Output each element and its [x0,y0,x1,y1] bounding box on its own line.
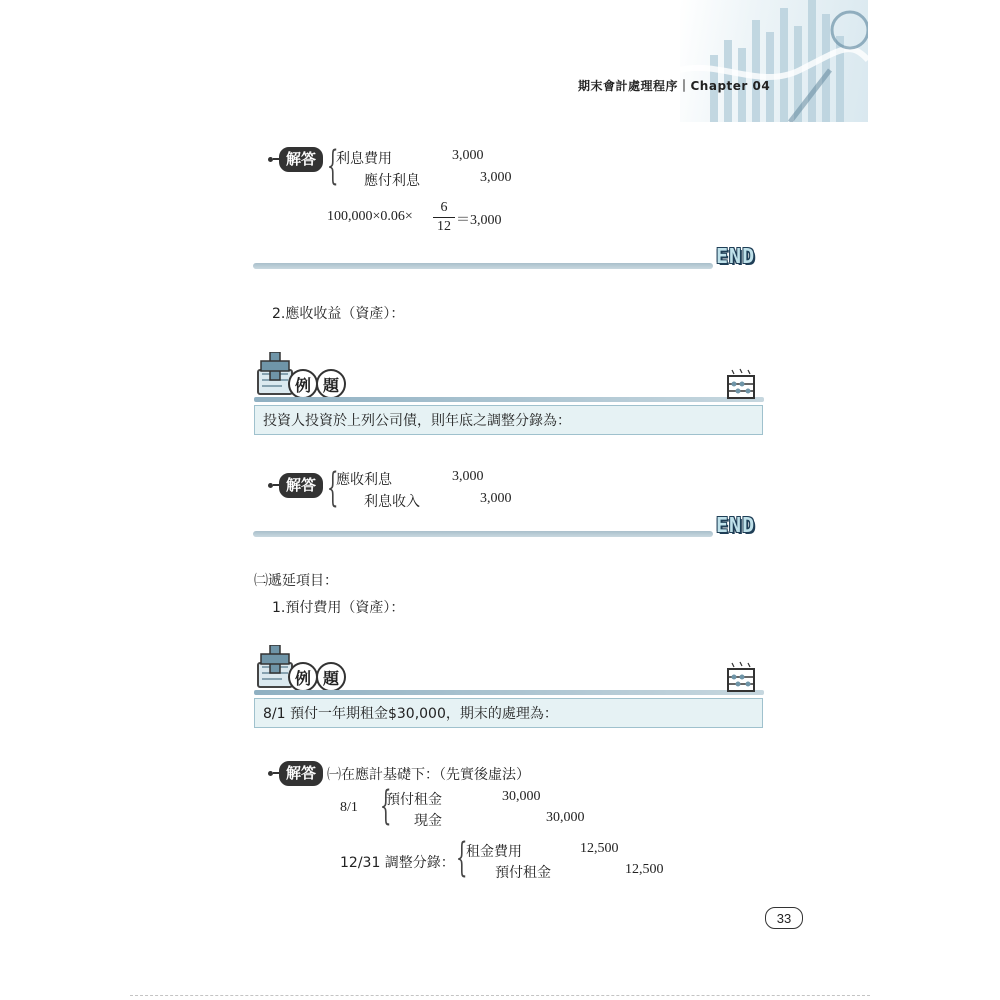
end-bar [253,263,713,269]
formula-left: 100,000×0.06× [327,209,413,224]
answer-badge: 解答 [268,474,323,496]
fraction-numerator: 6 [440,200,448,215]
example-rule [254,397,764,402]
end-label: END [716,244,756,268]
abacus-icon [724,661,760,695]
entry-label: 12/31 調整分錄： [340,855,455,871]
debit-account: 租金費用 [466,844,522,860]
credit-account: 現金 [414,813,442,829]
credit-account: 應付利息 [364,173,420,189]
debit-account: 利息費用 [336,151,392,167]
header-decoration [680,0,868,122]
example-question: 投資人投資於上列公司債，則年底之調整分錄為： [254,405,763,435]
footer-divider [130,995,870,996]
debit-account: 應收利息 [336,472,392,488]
end-bar [253,531,713,537]
brace: { [327,143,339,189]
debit-amount: 12,500 [580,841,619,856]
page-number: 33 [765,907,803,929]
answer-badge: 解答 [268,762,323,784]
example-title: 例 題 [288,369,344,399]
answer-badge: 解答 [268,148,323,170]
credit-amount: 30,000 [546,810,585,825]
fraction-denominator: 12 [437,219,451,234]
formula-right: ＝3,000 [456,213,502,228]
abacus-icon [724,368,760,402]
example-title: 例 題 [288,662,344,692]
debit-amount: 3,000 [452,469,484,484]
item-heading: 1.預付費用（資產）： [272,600,405,616]
entry-date: 8/1 [340,800,358,815]
end-label: END [716,513,756,537]
fraction [433,200,455,235]
section-heading: ㈡遞延項目： [254,573,338,589]
brace: { [327,465,339,511]
example-question: 8/1 預付一年期租金$30,000，期末的處理為： [254,698,763,728]
debit-amount: 3,000 [452,148,484,163]
brace: { [456,835,468,881]
sub-heading: ㈠在應計基礎下：（先實後虛法） [327,767,530,783]
example-rule [254,690,764,695]
credit-amount: 12,500 [625,862,664,877]
credit-amount: 3,000 [480,491,512,506]
credit-account: 利息收入 [364,494,420,510]
chapter-header: 期末會計處理程序｜Chapter 04 [578,79,771,93]
item-heading: 2.應收收益（資產）： [272,306,405,322]
credit-account: 預付租金 [495,865,551,881]
credit-amount: 3,000 [480,170,512,185]
debit-account: 預付租金 [386,792,442,808]
brace: { [380,783,392,829]
debit-amount: 30,000 [502,789,541,804]
